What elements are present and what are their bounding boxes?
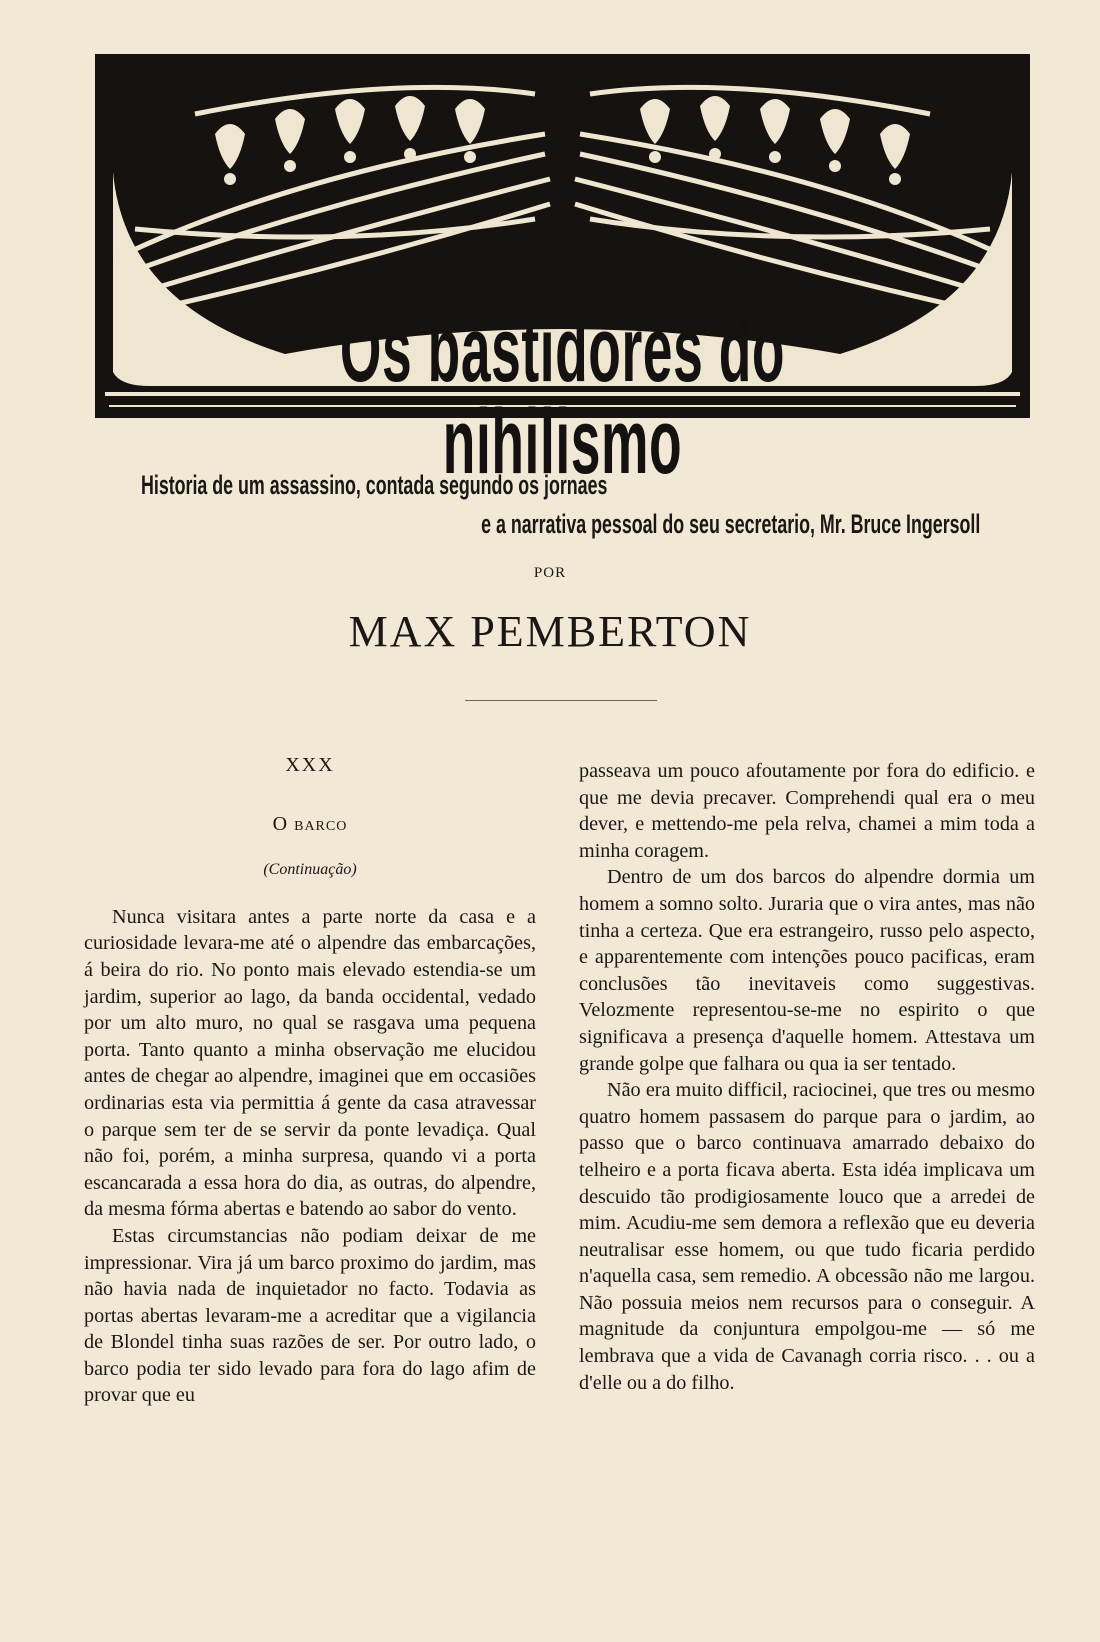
subtitle-line-2: e a narrativa pessoal do seu secretario, Mr. Bruce Ingersoll [480, 509, 980, 539]
right-column [579, 758, 1035, 1396]
paragraph: Dentro de um dos barcos do alpendre dormia um homem a somno solto. Juraria que o vira antes, mas não tinha a certeza. Que era estrangeiro, russo pelo aspecto, e apparentemente com intenções pouco pacificas, eram conclusões tão inevitaveis como suggestivas. Velozmente representou-se-me no espirito o que significava a presença d'aquelle homem. Attestava um grande golpe que falhara ou qua ia ser tentado. [579, 866, 1035, 1075]
chapter-number: XXX [285, 754, 335, 776]
paragraph: Estas circumstancias não podiam deixar de me impressionar. Vira já um barco proximo do jardim, mas não havia nada de inquietador no facto. Todavia as portas abertas levaram-me a acreditar que a vigilancia de Blondel tinha suas razões de ser. Por outro lado, o barco podia ter sido levado para fora do lago afim de provar que eu [84, 1224, 536, 1407]
separator-rule [465, 700, 657, 701]
subtitle-line-1: Historia de um assassino, contada segundo os jornaes [141, 470, 608, 500]
paragraph: Não era muito difficil, raciocinei, que tres ou mesmo quatro homem passasem do parque para o jardim, ao passo que o barco continuava amarrado debaixo do telheiro e a porta ficava aberta. Esta idéa implicava um descuido tão prodigiosamente louco que a arredei de mim. Acudiu-me sem demora a reflexão que eu deveria neutralisar esse homem, ou que tudo ficaria perdido n'aquella casa, sem remedio. A obcessão não me largou. Não possuia meios nem recursos para o conseguir. A magnitude da conjuntura empolgou-me — só me lembrava que a vida de Cavanagh corria risco. . . ou a d'elle ou a do filho. [579, 1079, 1035, 1394]
author-name: MAX PEMBERTON [348, 607, 752, 656]
paragraph: passeava um pouco afoutamente por fora do edificio. e que me devia precaver. Comprehendi qual era o meu dever, e mettendo-me pela relva, chamei a mim toda a minha coragem. [579, 760, 1035, 862]
paragraph: Nunca visitara antes a parte norte da casa e a curiosidade levara-me até o alpendre das embarcações, á beira do rio. No ponto mais elevado estendia-se um jardim, superior ao lago, da banda occidental, vedado por um alto muro, no qual se rasgava uma pequena porta. Tanto quanto a minha observação me elucidou antes de chegar ao alpendre, imaginei que em occasiões ordinarias esta via permittia á gente da casa atravessar o parque sem ter de se servir da ponte levadiça. Qual não foi, porém, a minha surpresa, quando vi a porta escancarada a essa hora do dia, as outras, do alpendre, da mesma fórma abertas e batendo ao sabor do vento. [84, 905, 536, 1221]
chapter-title: O barco [272, 812, 348, 835]
continued-note: (Continuação) [263, 861, 357, 879]
banner-title: Os bastidores do nihilismo [339, 299, 786, 493]
byline-label: POR [533, 565, 567, 581]
left-column [84, 752, 536, 1409]
